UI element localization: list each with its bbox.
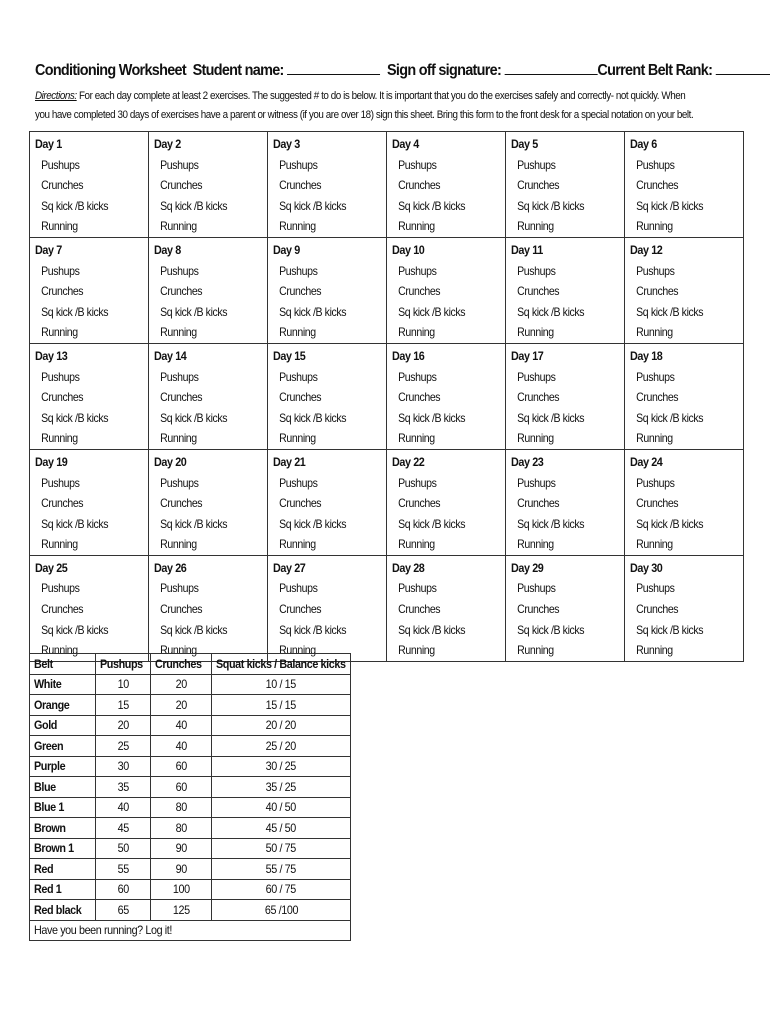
exercise-item: Running [41,219,78,234]
belt-requirement-value: 60 [151,756,212,777]
exercise-item: Crunches [41,390,84,405]
exercise-item: Running [41,643,78,658]
day-grid-row [30,343,744,449]
exercise-item: Crunches [517,178,560,193]
day-label: Day 25 [35,560,68,575]
exercise-item: Pushups [398,369,437,384]
student-name-label: Student name: [192,62,284,79]
exercise-item: Crunches [398,390,441,405]
day-label: Day 11 [511,242,543,257]
belt-name: Blue 1 [30,797,96,818]
exercise-item: Pushups [41,475,80,490]
exercise-item: Pushups [517,581,556,596]
belt-requirement-value: 125 [151,900,212,921]
belt-requirement-value: 30 [96,756,151,777]
exercise-item: Sq kick /B kicks [160,198,228,213]
exercise-item: Sq kick /B kicks [517,304,585,319]
exercise-item: Crunches [41,496,84,511]
day-cell[interactable] [30,237,149,343]
day-label: Day 13 [35,348,68,363]
exercise-item: Pushups [636,581,675,596]
day-label: Day 14 [154,348,187,363]
belt-name: Brown 1 [30,838,96,859]
exercise-item: Pushups [279,581,318,596]
day-cell[interactable] [268,555,387,661]
exercise-item: Crunches [636,496,679,511]
exercise-item: Running [41,325,78,340]
exercise-item: Pushups [279,369,318,384]
belt-table-row [30,736,351,757]
exercise-item: Pushups [41,263,80,278]
exercise-item: Crunches [636,284,679,299]
exercise-item: Crunches [160,284,203,299]
exercise-item: Sq kick /B kicks [160,410,228,425]
day-label: Day 21 [273,454,306,469]
exercise-item: Pushups [398,263,437,278]
exercise-item: Sq kick /B kicks [160,304,228,319]
exercise-item: Crunches [279,178,322,193]
day-label: Day 27 [273,560,306,575]
exercise-item: Sq kick /B kicks [398,198,466,213]
worksheet-header [35,62,713,80]
day-cell[interactable] [268,237,387,343]
exercise-item: Pushups [398,157,437,172]
column-header: Pushups [96,654,151,675]
exercise-item: Crunches [398,284,441,299]
exercise-item: Running [517,325,554,340]
exercise-item: Crunches [41,602,84,617]
exercise-item: Running [517,643,554,658]
exercise-item: Sq kick /B kicks [160,622,228,637]
day-cell[interactable] [30,343,149,449]
day-cell[interactable] [149,555,268,661]
exercise-item: Pushups [517,475,556,490]
column-header: Crunches [151,654,212,675]
running-log-note: Have you been running? Log it! [30,920,351,941]
day-cell[interactable] [625,132,744,238]
exercise-item: Sq kick /B kicks [279,622,347,637]
day-label: Day 15 [273,348,306,363]
day-cell[interactable] [387,449,506,555]
exercise-item: Crunches [160,178,203,193]
exercise-item: Crunches [517,390,560,405]
exercise-item: Crunches [517,284,560,299]
belt-requirement-value: 35 [96,777,151,798]
belt-requirement-value: 20 / 20 [212,715,351,736]
exercise-item: Running [279,643,316,658]
exercise-item: Pushups [160,369,199,384]
current-belt-rank-label: Current Belt Rank: [597,62,713,79]
exercise-item: Running [279,537,316,552]
belt-table-row [30,715,351,736]
exercise-item: Running [636,219,673,234]
belt-name: White [30,674,96,695]
exercise-item: Pushups [636,369,675,384]
exercise-item: Pushups [160,263,199,278]
belt-table-row [30,695,351,716]
day-label: Day 17 [511,348,544,363]
day-cell[interactable] [268,449,387,555]
exercise-item: Crunches [517,602,560,617]
belt-table-row [30,756,351,777]
exercise-item: Sq kick /B kicks [41,198,109,213]
day-label: Day 8 [154,242,181,257]
belt-requirement-value: 80 [151,797,212,818]
day-label: Day 24 [630,454,663,469]
day-label: Day 26 [154,560,187,575]
exercise-item: Running [160,219,197,234]
exercise-item: Running [160,537,197,552]
day-label: Day 30 [630,560,663,575]
exercise-item: Pushups [636,475,675,490]
belt-name: Brown [30,818,96,839]
exercise-item: Crunches [41,284,84,299]
belt-requirement-value: 40 / 50 [212,797,351,818]
belt-requirements-table [29,653,351,941]
belt-requirement-value: 25 [96,736,151,757]
day-label: Day 7 [35,242,62,257]
day-label: Day 18 [630,348,663,363]
exercise-item: Sq kick /B kicks [398,516,466,531]
exercise-item: Running [636,537,673,552]
belt-table-row [30,777,351,798]
exercise-item: Pushups [517,369,556,384]
day-cell[interactable] [625,449,744,555]
exercise-item: Sq kick /B kicks [279,516,347,531]
exercise-item: Crunches [279,496,322,511]
day-cell[interactable] [387,237,506,343]
exercise-item: Sq kick /B kicks [279,304,347,319]
exercise-item: Running [636,643,673,658]
exercise-item: Running [279,219,316,234]
belt-requirement-value: 65 /100 [212,900,351,921]
exercise-item: Pushups [160,475,199,490]
belt-requirement-value: 20 [151,695,212,716]
column-header: Belt [30,654,96,675]
day-grid-row [30,132,744,238]
belt-requirement-value: 15 / 15 [212,695,351,716]
exercise-item: Pushups [517,263,556,278]
directions-line-2: you have completed 30 days of exercises have a parent or witness (if you are over 18) sign this sheet. Bring this form to the front desk for a special notation on your belt. [35,109,694,121]
belt-requirement-value: 60 [151,777,212,798]
belt-table-row [30,838,351,859]
exercise-item: Running [517,537,554,552]
belt-table-row [30,797,351,818]
belt-name: Purple [30,756,96,777]
belt-name: Red black [30,900,96,921]
exercise-item: Crunches [279,390,322,405]
belt-requirement-value: 35 / 25 [212,777,351,798]
exercise-item: Sq kick /B kicks [517,198,585,213]
exercise-item: Sq kick /B kicks [41,304,109,319]
day-cell[interactable] [387,343,506,449]
exercise-item: Pushups [160,581,199,596]
day-cell[interactable] [149,449,268,555]
day-cell[interactable] [30,132,149,238]
day-label: Day 23 [511,454,544,469]
exercise-item: Crunches [279,284,322,299]
exercise-item: Sq kick /B kicks [279,410,347,425]
belt-requirement-value: 65 [96,900,151,921]
day-label: Day 29 [511,560,544,575]
exercise-item: Crunches [636,602,679,617]
day-cell[interactable] [149,132,268,238]
exercise-item: Crunches [41,178,84,193]
belt-requirement-value: 60 / 75 [212,879,351,900]
day-cell[interactable] [387,555,506,661]
exercise-item: Crunches [160,496,203,511]
belt-table-header-row [30,654,351,675]
belt-requirement-value: 15 [96,695,151,716]
exercise-item: Sq kick /B kicks [517,516,585,531]
belt-table-row [30,818,351,839]
day-label: Day 5 [511,137,538,151]
belt-requirement-value: 20 [96,715,151,736]
exercise-item: Running [398,431,435,446]
belt-table-row [30,879,351,900]
day-label: Day 10 [392,242,425,257]
day-cell[interactable] [506,132,625,238]
exercise-item: Crunches [517,496,560,511]
exercise-item: Sq kick /B kicks [160,516,228,531]
day-cell[interactable] [268,132,387,238]
exercise-item: Crunches [160,390,203,405]
day-label: Day 20 [154,454,187,469]
exercise-item: Sq kick /B kicks [398,410,466,425]
day-grid-row [30,237,744,343]
day-label: Day 28 [392,560,425,575]
exercise-item: Sq kick /B kicks [398,304,466,319]
belt-table-footer-row [30,920,351,941]
exercise-item: Crunches [636,390,679,405]
belt-requirement-value: 50 [96,838,151,859]
exercise-item: Pushups [279,263,318,278]
exercise-item: Pushups [41,581,80,596]
day-label: Day 22 [392,454,425,469]
exercise-item: Running [636,325,673,340]
directions-text [35,87,704,125]
exercise-item: Pushups [279,475,318,490]
exercise-item: Crunches [398,602,441,617]
day-grid-row [30,449,744,555]
exercise-item: Pushups [398,581,437,596]
student-name-blank[interactable] [287,62,380,75]
exercise-item: Crunches [636,178,679,193]
exercise-item: Running [160,431,197,446]
belt-requirement-value: 45 [96,818,151,839]
exercise-item: Sq kick /B kicks [517,410,585,425]
belt-requirement-value: 100 [151,879,212,900]
exercise-item: Sq kick /B kicks [636,516,704,531]
exercise-item: Running [160,325,197,340]
belt-requirement-value: 60 [96,879,151,900]
exercise-item: Running [517,219,554,234]
day-cell[interactable] [506,555,625,661]
exercise-item: Running [279,431,316,446]
day-label: Day 9 [273,242,300,257]
belt-name: Gold [30,715,96,736]
exercise-item: Sq kick /B kicks [636,304,704,319]
belt-name: Orange [30,695,96,716]
day-label: Day 19 [35,454,68,469]
day-label: Day 12 [630,242,663,257]
exercise-item: Pushups [517,157,556,172]
belt-requirement-value: 55 [96,859,151,880]
day-label: Day 1 [35,137,62,151]
belt-requirement-value: 10 / 15 [212,674,351,695]
belt-table-row [30,674,351,695]
day-cell[interactable] [387,132,506,238]
day-cell[interactable] [625,343,744,449]
day-grid-row [30,555,744,661]
day-cell[interactable] [149,237,268,343]
belt-requirement-value: 80 [151,818,212,839]
exercise-item: Pushups [160,157,199,172]
signoff-signature-label: Sign off signature: [386,62,502,79]
day-cell[interactable] [268,343,387,449]
exercise-item: Crunches [160,602,203,617]
belt-table-row [30,859,351,880]
belt-requirement-value: 45 / 50 [212,818,351,839]
belt-requirement-value: 30 / 25 [212,756,351,777]
day-cell[interactable] [625,555,744,661]
day-cell[interactable] [149,343,268,449]
exercise-item: Sq kick /B kicks [41,516,109,531]
exercise-item: Sq kick /B kicks [398,622,466,637]
belt-requirement-value: 20 [151,674,212,695]
belt-name: Blue [30,777,96,798]
day-cell[interactable] [30,555,149,661]
exercise-item: Running [398,537,435,552]
exercise-item: Crunches [398,496,441,511]
current-belt-rank-blank[interactable] [715,62,770,75]
exercise-item: Pushups [279,157,318,172]
exercise-item: Sq kick /B kicks [41,622,109,637]
belt-requirement-value: 50 / 75 [212,838,351,859]
exercise-item: Running [279,325,316,340]
worksheet-title: Conditioning Worksheet [35,62,186,79]
day-log-grid [29,131,744,662]
exercise-item: Sq kick /B kicks [636,198,704,213]
signoff-signature-blank[interactable] [504,62,597,75]
day-cell[interactable] [506,343,625,449]
directions-line-1: Directions: For each day complete at least 2 exercises. The suggested # to do is below. It is important that you do the exercises safely and correctly- not quickly. When [35,90,686,102]
exercise-item: Running [517,431,554,446]
belt-requirement-value: 40 [151,715,212,736]
exercise-item: Sq kick /B kicks [41,410,109,425]
exercise-item: Sq kick /B kicks [517,622,585,637]
belt-requirement-value: 10 [96,674,151,695]
exercise-item: Crunches [279,602,322,617]
belt-requirement-value: 90 [151,838,212,859]
exercise-item: Sq kick /B kicks [279,198,347,213]
exercise-item: Pushups [41,157,80,172]
exercise-item: Running [636,431,673,446]
exercise-item: Pushups [636,157,675,172]
belt-table-row [30,900,351,921]
exercise-item: Pushups [41,369,80,384]
day-cell[interactable] [30,449,149,555]
belt-name: Red 1 [30,879,96,900]
day-cell[interactable] [625,237,744,343]
belt-name: Green [30,736,96,757]
exercise-item: Running [398,219,435,234]
exercise-item: Running [41,537,78,552]
belt-requirement-value: 25 / 20 [212,736,351,757]
day-label: Day 3 [273,137,300,151]
day-label: Day 2 [154,137,181,151]
column-header: Squat kicks / Balance kicks [212,654,351,675]
day-cell[interactable] [506,237,625,343]
exercise-item: Pushups [636,263,675,278]
belt-requirement-value: 55 / 75 [212,859,351,880]
exercise-item: Pushups [398,475,437,490]
belt-name: Red [30,859,96,880]
directions-label: Directions: [35,90,77,102]
exercise-item: Running [41,431,78,446]
day-label: Day 4 [392,137,419,151]
exercise-item: Sq kick /B kicks [636,410,704,425]
day-label: Day 16 [392,348,425,363]
day-cell[interactable] [506,449,625,555]
exercise-item: Sq kick /B kicks [636,622,704,637]
exercise-item: Running [398,325,435,340]
exercise-item: Running [398,643,435,658]
belt-requirement-value: 40 [151,736,212,757]
exercise-item: Running [160,643,197,658]
exercise-item: Crunches [398,178,441,193]
belt-requirement-value: 90 [151,859,212,880]
belt-requirement-value: 40 [96,797,151,818]
day-label: Day 6 [630,137,657,151]
